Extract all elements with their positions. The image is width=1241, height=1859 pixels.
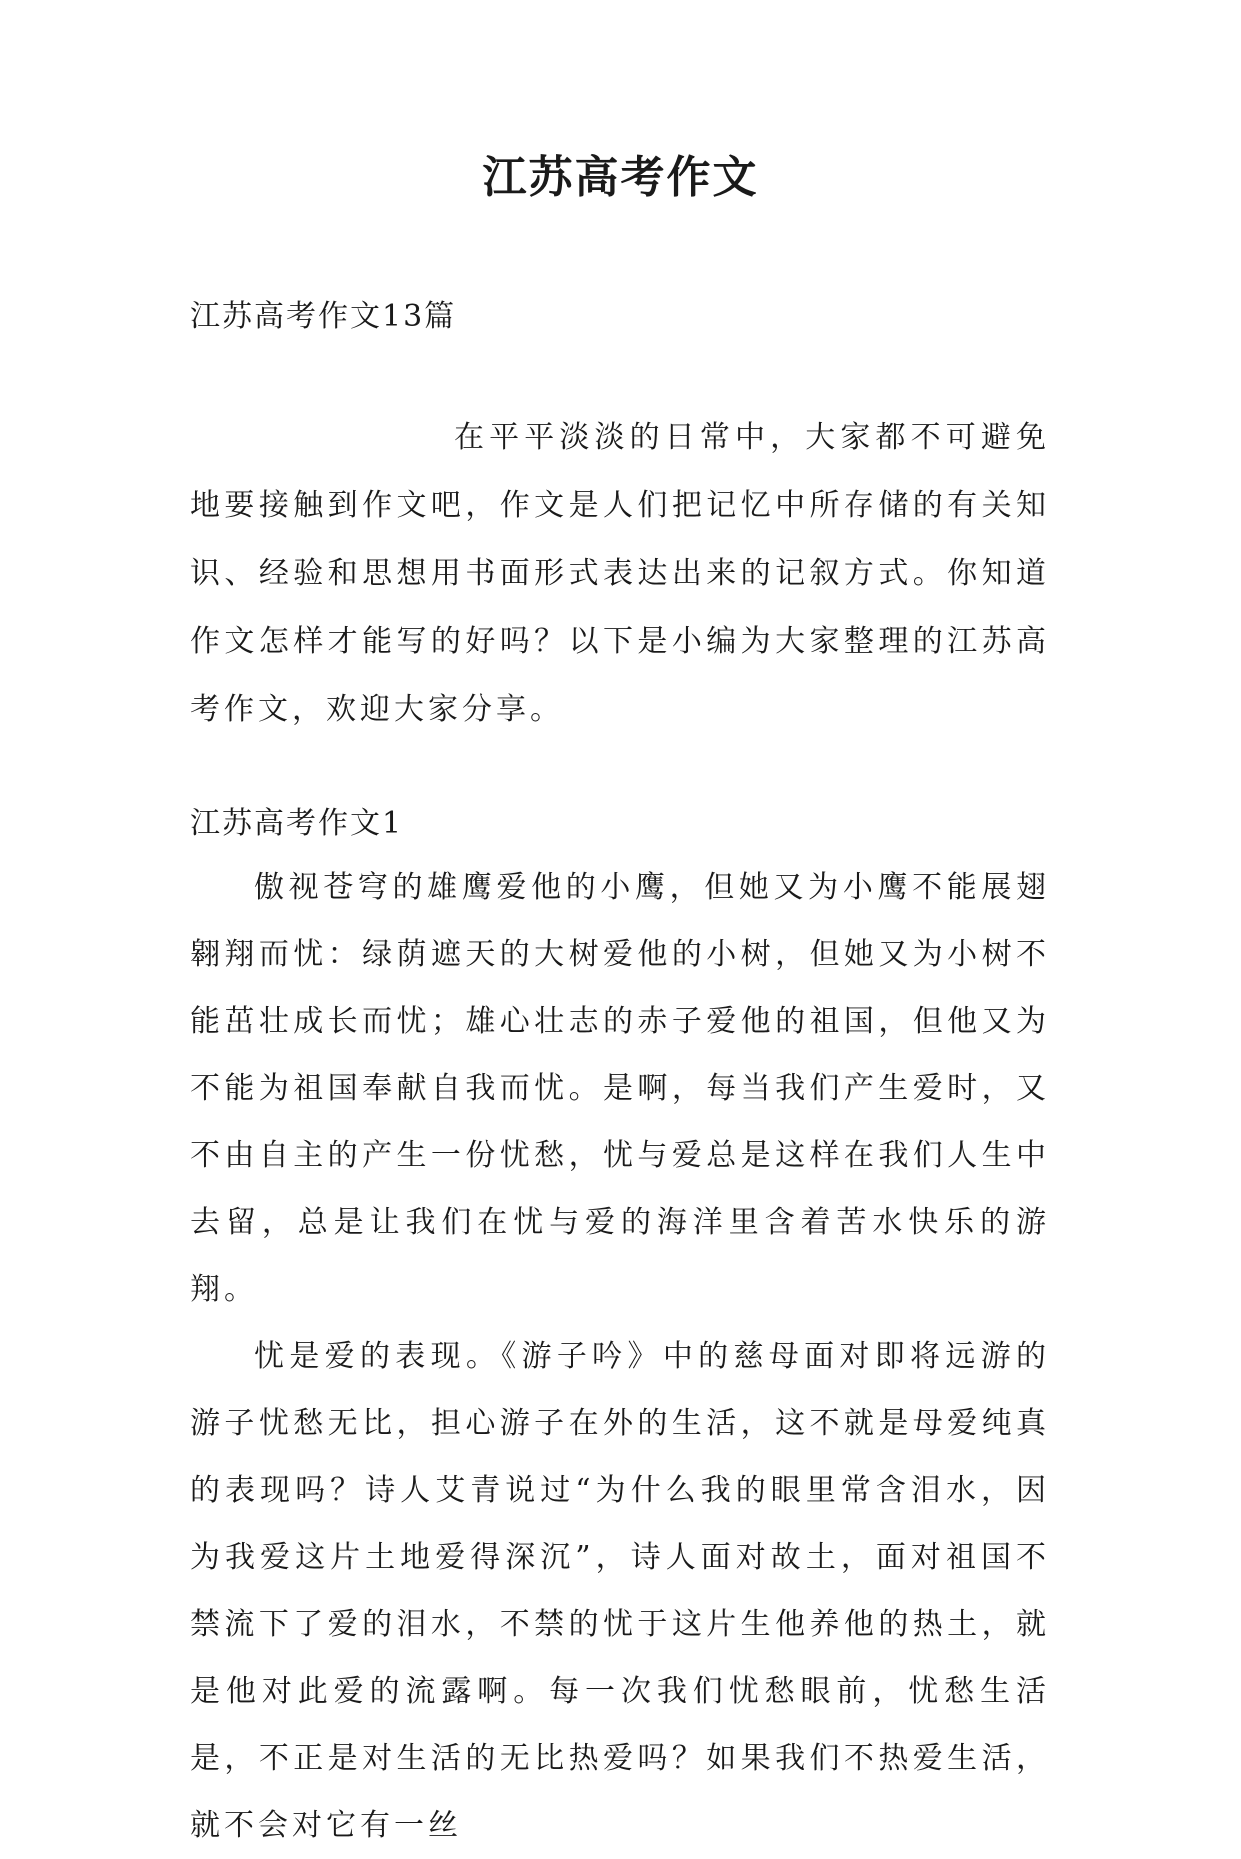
document-title: 江苏高考作文 (482, 152, 759, 203)
document-body (190, 292, 1050, 1859)
body-paragraph: 忧是爱的表现。《游子吟》中的慈母面对即将远游的游子忧愁无比，担心游子在外的生活，这不就是母爱纯真的表现吗？诗人艾青说过“为什么我的眼里常含泪水，因为我爱这片土地爱得深沉”，诗人面对故土，面对祖国不禁流下了爱的泪水，不禁的忧于这片生他养他的热土，就是他对此爱的流露啊。每一次我们忧愁眼前，忧愁生活是，不正是对生活的无比热爱吗？如果我们不热爱生活，就不会对它有一丝 (190, 1339, 1050, 1843)
section-heading: 江苏高考作文1 (190, 806, 404, 841)
body-paragraph: 傲视苍穹的雄鹰爱他的小鹰，但她又为小鹰不能展翅翱翔而忧：绿荫遮天的大树爱他的小树，但她又为小树不能茁壮成长而忧；雄心壮志的赤子爱他的祖国，但他又为不能为祖国奉献自我而忧。是啊，每当我们产生爱时，又不由自主的产生一份忧愁，忧与爱总是这样在我们人生中去留，总是让我们在忧与爱的海洋里含着苦水快乐的游翔。 (190, 870, 1050, 1307)
intro-paragraph: 在平平淡淡的日常中，大家都不可避免地要接触到作文吧，作文是人们把记忆中所存储的有关知识、经验和思想用书面形式表达出来的记叙方式。你知道作文怎样才能写的好吗？以下是小编为大家整理的江苏高考作文，欢迎大家分享。 (190, 420, 1050, 727)
document-subtitle: 江苏高考作文13篇 (190, 299, 457, 334)
